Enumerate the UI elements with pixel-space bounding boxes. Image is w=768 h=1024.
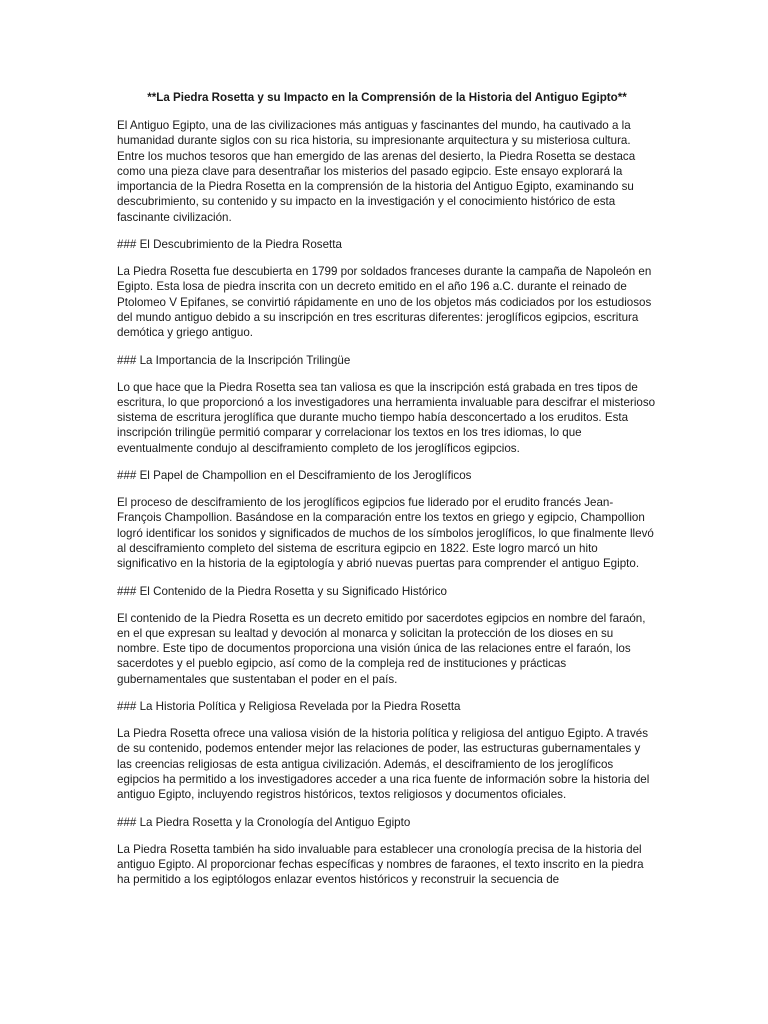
document-page	[117, 90, 657, 899]
section-heading-cronologia: ### La Piedra Rosetta y la Cronología del Antiguo Egipto	[117, 815, 411, 829]
section-body-descubrimiento: La Piedra Rosetta fue descubierta en 1799 por soldados franceses durante la campaña de Napoleón en Egipto. Esta losa de piedra inscrita con un decreto emitido en el año 196 a.C. durante el reinado de Ptolomeo V Epifanes, se convirtió rápidamente en uno de los objetos más codiciados por los estudiosos del mundo antiguo debido a su inscripción en tres escrituras diferentes: jeroglíficos egipcios, escritura demótica y griego antiguo.	[117, 265, 652, 340]
section-heading-inscripcion: ### La Importancia de la Inscripción Trilingüe	[117, 353, 351, 367]
section-body-champollion: El proceso de desciframiento de los jeroglíficos egipcios fue liderado por el erudito francés Jean-François Champollion. Basándose en la comparación entre los textos en griego y egipcio, Champollion logró identificar los sonidos y significados de muchos de los símbolos jeroglíficos, lo que finalmente llevó al desciframiento completo del sistema de escritura egipcio en 1822. Este logro marcó un hito significativo en la historia de la egiptología y abrió nuevas puertas para comprender el antiguo Egipto.	[117, 496, 654, 571]
section-body-inscripcion: Lo que hace que la Piedra Rosetta sea tan valiosa es que la inscripción está grabada en tres tipos de escritura, lo que proporcionó a los investigadores una herramienta invaluable para descifrar el misterioso sistema de escritura jeroglífica que durante mucho tiempo había desconcertado a los eruditos. Esta inscripción trilingüe permitió comparar y correlacionar los textos en los tres idiomas, lo que eventualmente condujo al desciframiento completo de los jeroglíficos egipcios.	[117, 380, 656, 455]
section-heading-descubrimiento: ### El Descubrimiento de la Piedra Rosetta	[117, 238, 342, 252]
section-heading-historia-politica: ### La Historia Política y Religiosa Revelada por la Piedra Rosetta	[117, 700, 461, 714]
section-body-cronologia: La Piedra Rosetta también ha sido invaluable para establecer una cronología precisa de la historia del antiguo Egipto. Al proporcionar fechas específicas y nombres de faraones, el texto inscrito en la piedra ha permitido a los egiptólogos enlazar eventos históricos y reconstruir la secuencia de	[117, 842, 644, 887]
section-heading-contenido: ### El Contenido de la Piedra Rosetta y su Significado Histórico	[117, 584, 447, 598]
section-body-contenido: El contenido de la Piedra Rosetta es un decreto emitido por sacerdotes egipcios en nombre del faraón, en el que expresan su lealtad y devoción al monarca y solicitan la protección de los dioses en su nombre. Este tipo de documentos proporciona una visión única de las relaciones entre el faraón, los sacerdotes y el pueblo egipcio, así como de la compleja red de instituciones y prácticas gubernamentales que sustentaban el poder en el país.	[117, 611, 646, 686]
document-title: **La Piedra Rosetta y su Impacto en la Comprensión de la Historia del Antiguo Egipto**	[147, 91, 627, 104]
section-body-historia-politica: La Piedra Rosetta ofrece una valiosa visión de la historia política y religiosa del antiguo Egipto. A través de su contenido, podemos entender mejor las relaciones de poder, las estructuras gubernamentales y las creencias religiosas de esta antigua civilización. Además, el desciframiento de los jeroglíficos egipcios ha permitido a los investigadores acceder a una rica fuente de información sobre la historia del antiguo Egipto, incluyendo registros históricos, textos religiosos y documentos oficiales.	[117, 727, 650, 802]
intro-paragraph: El Antiguo Egipto, una de las civilizaciones más antiguas y fascinantes del mundo, ha cautivado a la humanidad durante siglos con su rica historia, su impresionante arquitectura y su misteriosa cultura. Entre los muchos tesoros que han emergido de las arenas del desierto, la Piedra Rosetta se destaca como una pieza clave para desentrañar los misterios del pasado egipcio. Este ensayo explorará la importancia de la Piedra Rosetta en la comprensión de la historia del Antiguo Egipto, examinando su descubrimiento, su contenido y su impacto en la investigación y el conocimiento histórico de esta fascinante civilización.	[117, 119, 636, 224]
section-heading-champollion: ### El Papel de Champollion en el Desciframiento de los Jeroglíficos	[117, 469, 472, 483]
